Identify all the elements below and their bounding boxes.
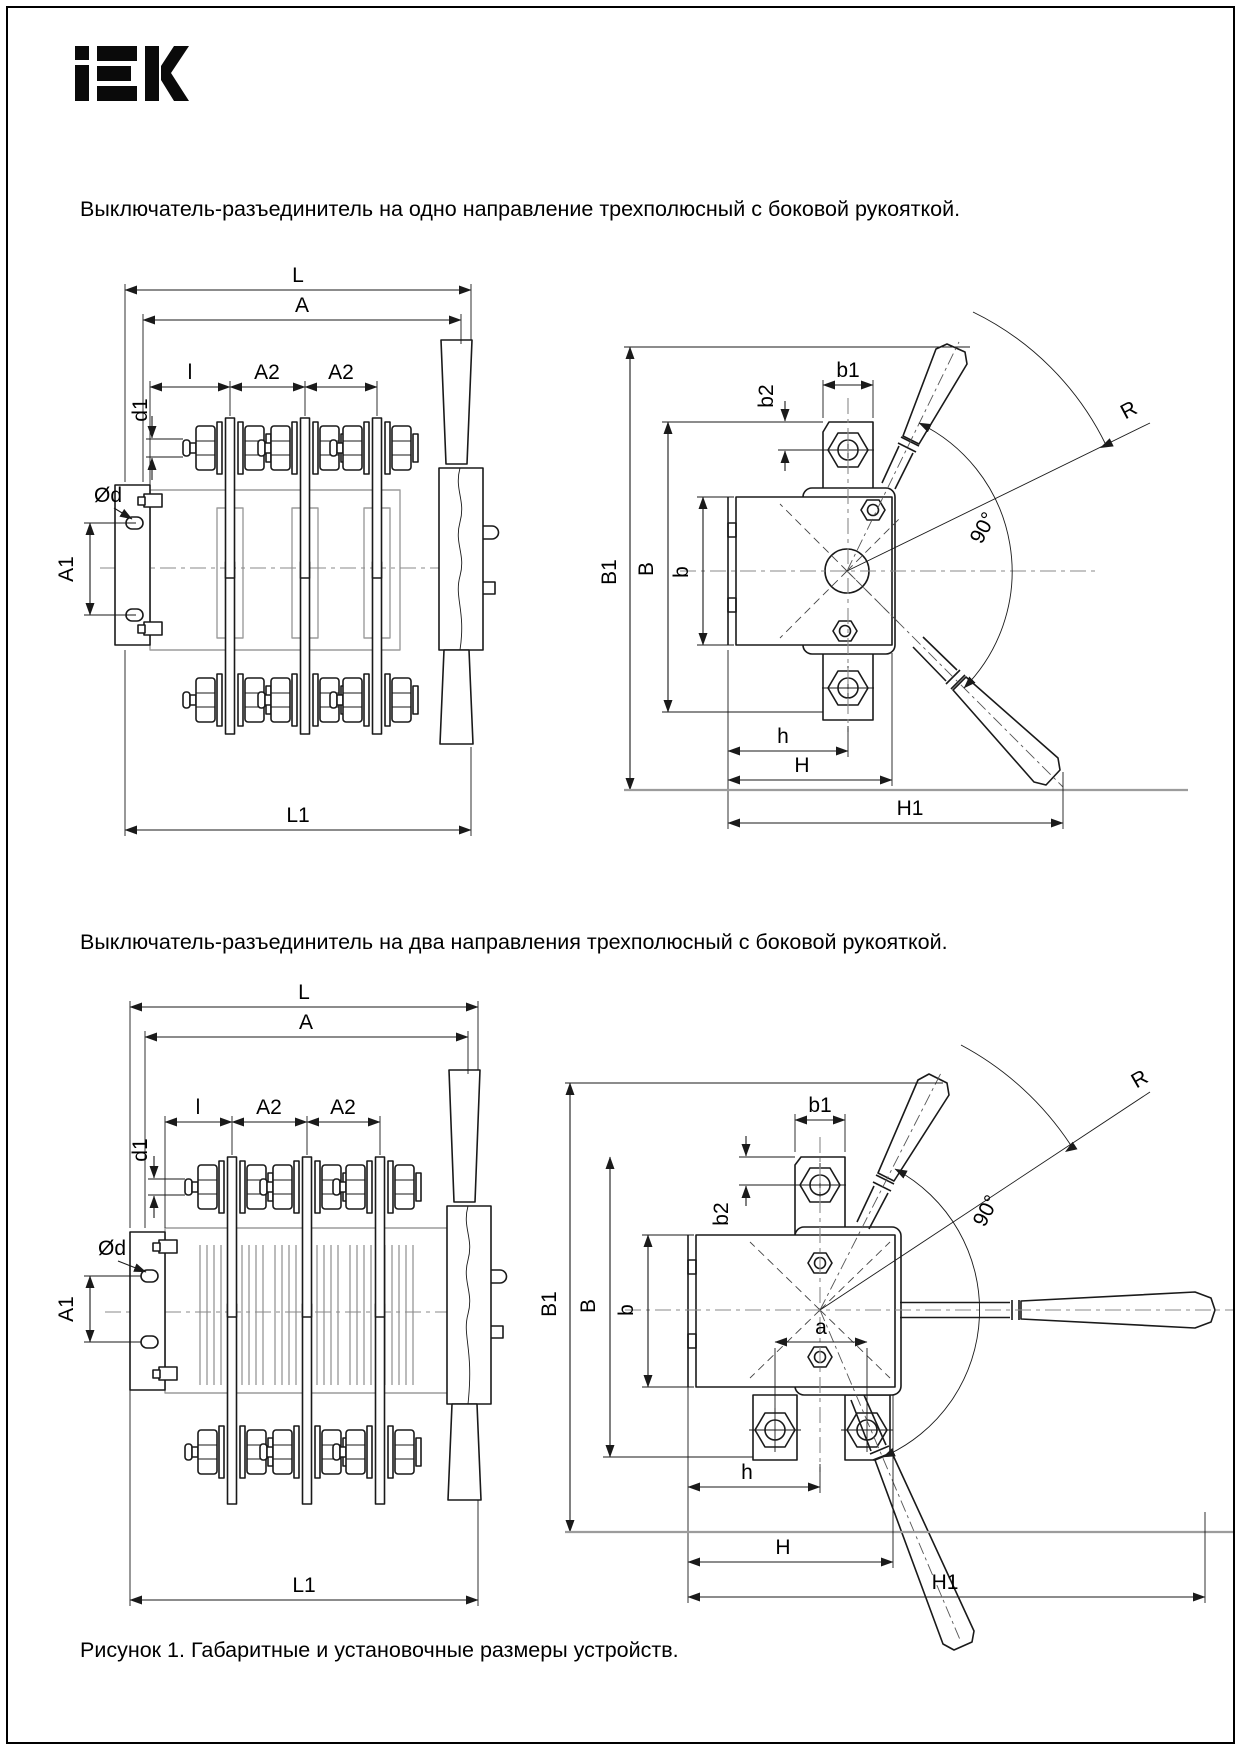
dim-label-b-fig1: b xyxy=(670,566,693,578)
dim-label-L: L xyxy=(298,981,310,1004)
dim-label-A2b: A2 xyxy=(328,361,354,384)
dim-label-b2-fig2: b2 xyxy=(710,1202,733,1226)
dim-label-l: l xyxy=(187,361,193,384)
figure-caption: Рисунок 1. Габаритные и установочные размеры устройств. xyxy=(80,1638,679,1662)
dim-label-A1: A1 xyxy=(55,556,78,582)
mounting-bracket xyxy=(130,1232,177,1390)
dim-label-A: A xyxy=(294,294,310,317)
switch-body xyxy=(696,1235,895,1387)
dim-label-R-fig1: R xyxy=(1116,396,1142,424)
dim-label-a: a xyxy=(815,1316,827,1339)
dim-label-B1-fig1: B1 xyxy=(598,559,621,585)
dim-label-b2-fig1: b2 xyxy=(755,384,778,408)
iek-logo xyxy=(75,42,195,105)
dim-label-d1: d1 xyxy=(129,1138,152,1162)
dim-label-H1-fig2: H1 xyxy=(931,1571,959,1594)
dim-label-b-fig2: b xyxy=(615,1304,638,1316)
dim-label-A: A xyxy=(298,1011,314,1034)
section-title-2: Выключатель-разъединитель на два направления трехполюсный с боковой рукояткой. xyxy=(80,930,948,954)
cover-screw-bottom xyxy=(833,621,857,641)
dim-label-b1-fig1: b1 xyxy=(836,359,860,382)
cover-screw-top xyxy=(861,500,885,520)
dim-label-H-fig2: H xyxy=(775,1536,791,1559)
dim-label-angle90-fig2: 90° xyxy=(968,1191,1004,1231)
dim-label-L1: L1 xyxy=(292,1574,316,1597)
dim-label-d1: d1 xyxy=(129,398,152,422)
dim-label-B1-fig2: B1 xyxy=(538,1291,561,1317)
dim-label-B-fig1: B xyxy=(635,561,658,577)
dim-label-A1: A1 xyxy=(55,1296,78,1322)
dim-label-H-fig1: H xyxy=(794,754,810,777)
dim-label-b1-fig2: b1 xyxy=(808,1094,832,1117)
fig1-side-view xyxy=(540,280,1200,845)
dim-label-h-fig1: h xyxy=(777,725,789,748)
fig2-front-view xyxy=(40,952,490,1642)
fig2-side-view xyxy=(495,952,1235,1652)
dim-label-Od: Ød xyxy=(93,484,123,507)
iek-logo-letters xyxy=(75,46,189,101)
dim-label-H1-fig1: H1 xyxy=(896,797,924,820)
section-title-1: Выключатель-разъединитель на одно направление трехполюсный с боковой рукояткой. xyxy=(80,197,961,221)
dim-label-L1: L1 xyxy=(286,804,310,827)
mounting-bracket xyxy=(115,485,162,645)
dim-label-A2b: A2 xyxy=(330,1096,356,1119)
dim-label-Od: Ød xyxy=(97,1237,127,1260)
dim-label-A2a: A2 xyxy=(256,1096,282,1119)
fig2-front-dimensions xyxy=(55,981,478,1606)
dim-label-R-fig2: R xyxy=(1127,1065,1153,1094)
dim-label-l: l xyxy=(195,1096,201,1119)
dim-label-angle90-fig1: 90° xyxy=(965,508,1001,548)
dim-label-h-fig2: h xyxy=(741,1461,753,1484)
dim-label-L: L xyxy=(292,264,304,287)
fig1-front-view xyxy=(40,232,480,857)
dim-label-A2a: A2 xyxy=(254,361,280,384)
dim-label-B-fig2: B xyxy=(577,1298,600,1314)
